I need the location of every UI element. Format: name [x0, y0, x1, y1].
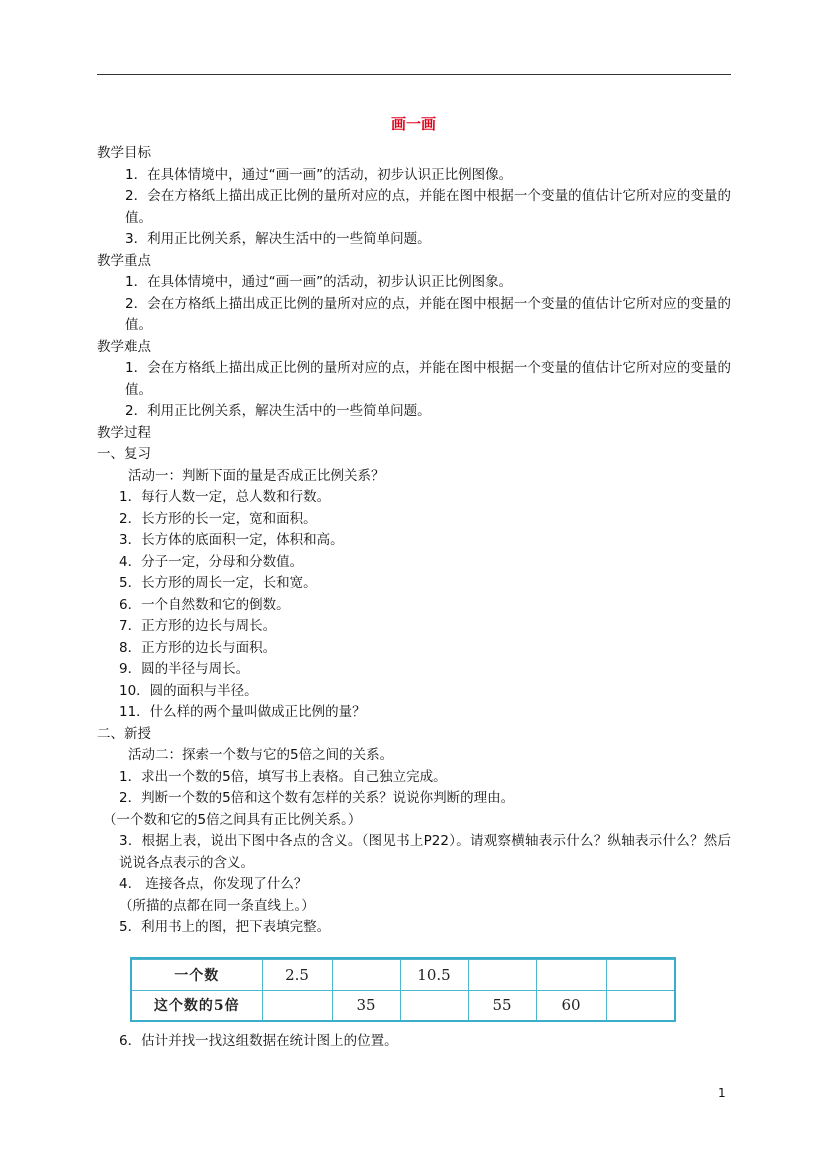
page-title: 画一画 — [390, 115, 436, 133]
text-line: 4. 连接各点，你发现了什么？ — [119, 876, 308, 892]
table-cell — [468, 960, 536, 991]
table-cell: 60 — [536, 990, 606, 1020]
table-cell: 55 — [468, 990, 536, 1020]
table-cell: 2.5 — [262, 960, 332, 991]
text-line: 活动一：判断下面的量是否成正比例关系？ — [128, 467, 385, 484]
text-line: 1．求出一个数的5倍，填写书上表格。自己独立完成。 — [119, 768, 447, 785]
text-line: 9．圆的半径与周长。 — [119, 661, 250, 677]
table-row — [132, 990, 674, 1020]
step-6-text — [97, 1031, 731, 1053]
table-cell — [606, 960, 674, 991]
step-6-line: 6．估计并找一找这组数据在统计图上的位置。 — [119, 1033, 398, 1049]
table-cell — [332, 960, 400, 991]
text-line: 3．长方体的底面积一定，体积和高。 — [119, 532, 344, 548]
text-line: 2．判断一个数的5倍和这个数有怎样的关系？说说你判断的理由。 — [119, 790, 515, 806]
text-line: 3．利用正比例关系，解决生活中的一些简单问题。 — [125, 231, 431, 247]
text-line: 1．在具体情境中，通过“画一画”的活动，初步认识正比例图像。 — [125, 166, 513, 183]
text-line: 4．分子一定，分母和分数值。 — [119, 553, 304, 570]
text-line: 教学过程 — [97, 424, 151, 441]
text-line: 教学难点 — [97, 338, 151, 355]
text-line: 活动二：探索一个数与它的5倍之间的关系。 — [128, 747, 394, 763]
table-cell — [262, 990, 332, 1020]
text-line: 5．利用书上的图，把下表填完整。 — [119, 919, 331, 935]
table-cell: 35 — [332, 990, 400, 1020]
text-line: 5．长方形的周长一定，长和宽。 — [119, 575, 317, 591]
text-line: 1．在具体情境中，通过“画一画”的活动，初步认识正比例图象。 — [125, 274, 513, 290]
text-line: 2．长方形的长一定，宽和面积。 — [119, 510, 317, 527]
row-header-cell: 这个数的5倍 — [132, 990, 262, 1020]
table-cell: 10.5 — [400, 960, 468, 991]
page-number: 1 — [718, 1086, 726, 1100]
value-table — [130, 957, 676, 1022]
text-line: 8．正方形的边长与面积。 — [119, 639, 277, 656]
text-line: （所描的点都在同一条直线上。） — [119, 897, 315, 914]
header-rule — [97, 74, 731, 75]
lesson-body — [97, 143, 731, 939]
text-line: 10．圆的面积与半径。 — [119, 682, 258, 699]
text-line: 1．会在方格纸上描出成正比例的量所对应的点，并能在图中根据一个变量的值估计它所对应的变量的值。 — [125, 360, 731, 398]
text-line: 2．会在方格纸上描出成正比例的量所对应的点，并能在图中根据一个变量的值估计它所对应的变量的值。 — [125, 295, 731, 333]
table-cell — [536, 960, 606, 991]
text-line: 1．每行人数一定，总人数和行数。 — [119, 489, 331, 505]
text-line: 3．根据上表，说出下图中各点的含义。（图见书上P22）。请观察横轴表示什么？纵轴表示什么？然后说说各点表示的含义。 — [119, 833, 731, 871]
text-line: 二、新授 — [97, 725, 151, 742]
text-line: （一个数和它的5倍之间具有正比例关系。） — [103, 811, 362, 828]
text-line: 7．正方形的边长与周长。 — [119, 618, 277, 634]
value-table-grid — [132, 959, 674, 1020]
text-line: 2．会在方格纸上描出成正比例的量所对应的点，并能在图中根据一个变量的值估计它所对应的变量的值。 — [125, 188, 731, 226]
table-cell — [400, 990, 468, 1020]
table-cell — [606, 990, 674, 1020]
table-row — [132, 960, 674, 991]
text-line: 教学目标 — [97, 145, 151, 161]
text-line: 2．利用正比例关系，解决生活中的一些简单问题。 — [125, 403, 431, 419]
text-line: 一、复习 — [97, 446, 151, 462]
text-line: 教学重点 — [97, 252, 151, 269]
text-line: 6．一个自然数和它的倒数。 — [119, 596, 290, 613]
text-line: 11．什么样的两个量叫做成正比例的量？ — [119, 704, 366, 720]
row-header-cell: 一个数 — [132, 960, 262, 991]
